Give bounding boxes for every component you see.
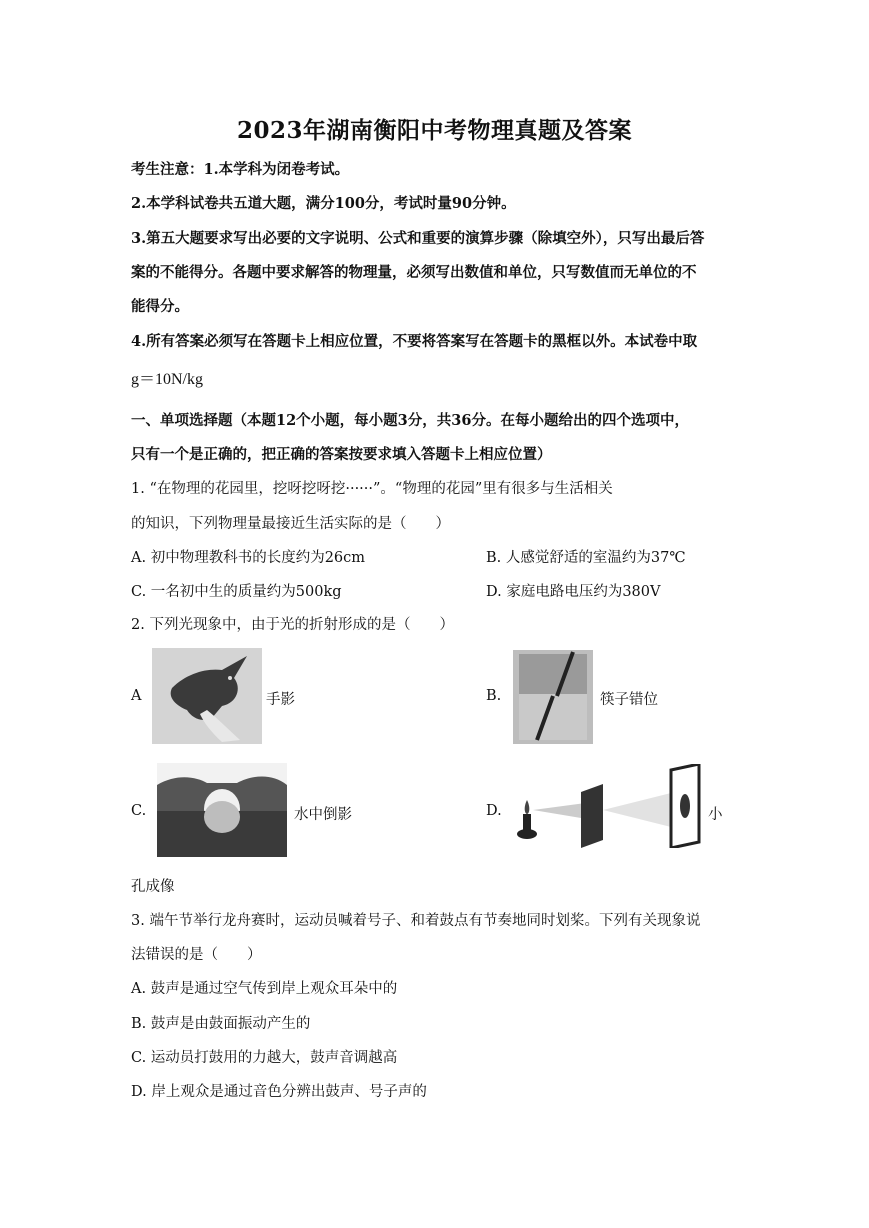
q3-option-d: D. 岸上观众是通过音色分辨出鼓声、号子声的 (131, 1084, 427, 1100)
page-title: 2023年湖南衡阳中考物理真题及答案 (236, 117, 632, 144)
q3-stem-line-2: 法错误的是（ ） (131, 947, 262, 963)
q1-option-b: B. 人感觉舒适的室温约为37℃ (486, 550, 686, 566)
q2-option-a-letter: A (131, 688, 142, 704)
q2-option-d-letter: D. (486, 803, 502, 819)
notice-line-3a: 3.第五大题要求写出必要的文字说明、公式和重要的演算步骤（除填空外），只写出最后答 (131, 230, 705, 247)
gravity-formula: g＝10N/kg (131, 371, 204, 388)
q2-option-c-caption: 水中倒影 (294, 807, 352, 823)
q3-option-a: A. 鼓声是通过空气传到岸上观众耳朵中的 (131, 981, 398, 997)
notice-line-3b: 案的不能得分。各题中要求解答的物理量，必须写出数值和单位，只写数值而无单位的不 (131, 264, 697, 281)
q2-option-a-caption: 手影 (266, 692, 295, 708)
chopstick-in-water-image (513, 650, 593, 744)
q1-option-c: C. 一名初中生的质量约为500kg (131, 584, 342, 600)
notice-line-3c: 能得分。 (131, 298, 189, 315)
q2-option-b-caption: 筷子错位 (600, 692, 658, 708)
section-1-line-2: 只有一个是正确的，把正确的答案按要求填入答题卡上相应位置） (131, 446, 552, 463)
q2-option-d-caption-1: 小 (708, 807, 723, 823)
q2-option-d-caption-2: 孔成像 (131, 879, 175, 895)
notice-line-1: 考生注意：1.本学科为闭卷考试。 (131, 161, 350, 178)
section-1-line-1: 一、单项选择题（本题12个小题，每小题3分，共36分。在每小题给出的四个选项中， (131, 412, 689, 429)
hand-shadow-image (152, 648, 262, 744)
q1-option-a: A. 初中物理教科书的长度约为26cm (131, 550, 366, 566)
q3-option-c: C. 运动员打鼓用的力越大，鼓声音调越高 (131, 1050, 398, 1066)
q3-option-b: B. 鼓声是由鼓面振动产生的 (131, 1016, 311, 1032)
q1-stem-line-1: 1. “在物理的花园里，挖呀挖呀挖······”。“物理的花园”里有很多与生活相关 (131, 481, 613, 497)
notice-line-2: 2.本学科试卷共五道大题，满分100分，考试时量90分钟。 (131, 195, 516, 212)
q1-option-d: D. 家庭电路电压约为380V (486, 584, 661, 600)
q2-option-b-letter: B. (486, 688, 502, 704)
bridge-reflection-image (157, 763, 287, 857)
q1-stem-line-2: 的知识，下列物理量最接近生活实际的是（ ） (131, 516, 450, 532)
q3-stem-line-1: 3. 端午节举行龙舟赛时，运动员喊着号子、和着鼓点有节奏地同时划桨。下列有关现象说 (131, 913, 701, 929)
q2-option-c-letter: C. (131, 803, 147, 819)
pinhole-imaging-image (513, 764, 703, 848)
q2-stem: 2. 下列光现象中，由于光的折射形成的是（ ） (131, 617, 454, 633)
notice-line-4a: 4.所有答案必须写在答题卡上相应位置，不要将答案写在答题卡的黑框以外。本试卷中取 (131, 333, 698, 350)
